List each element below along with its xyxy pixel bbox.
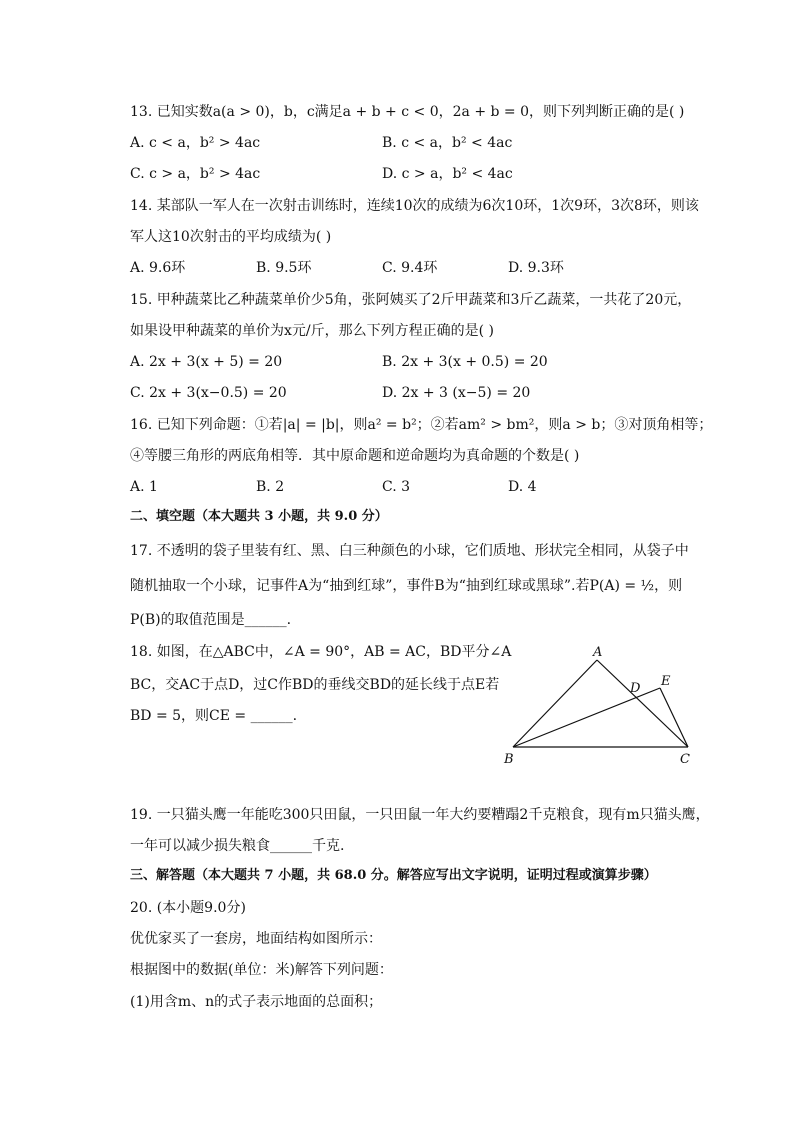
q20-line2: 优优家买了一套房，地面结构如图所示： — [130, 931, 382, 947]
q18-line3: BD = 5，则CE = ______. — [130, 708, 298, 724]
segment-be — [513, 688, 660, 747]
q14-option-c: C. 9.4环 — [382, 260, 438, 276]
segment-ab — [513, 660, 597, 747]
section-heading-fill-in: 二、填空题（本大题共 3 小题，共 9.0 分） — [130, 509, 388, 524]
q16-option-d: D. 4 — [508, 479, 537, 495]
q18-line2: BC，交AC于点D，过C作BD的垂线交BD的延长线于点E若 — [130, 677, 500, 693]
label-d: D — [630, 681, 641, 696]
q19-line1: 19. 一只猫头鹰一年能吃300只田鼠，一只田鼠一年大约要糟蹋2千克粮食，现有m只猫头鹰， — [130, 807, 710, 823]
segment-ce — [660, 688, 688, 747]
q20-line4: (1)用含m、n的式子表示地面的总面积； — [130, 994, 383, 1010]
q15-option-c: C. 2x + 3(x−0.5) = 20 — [130, 385, 287, 401]
q15-stem-line1: 15. 甲种蔬菜比乙种蔬菜单价少5角，张阿姨买了2斤甲蔬菜和3斤乙蔬菜，一共花了20元， — [130, 292, 692, 308]
q14-stem-line1: 14. 某部队一军人在一次射击训练时，连续10次的成绩为6次10环，1次9环，3次8环，则该 — [130, 198, 699, 214]
q16-option-c: C. 3 — [382, 479, 411, 495]
q17-line1: 17. 不透明的袋子里装有红、黑、白三种颜色的小球，它们质地、形状完全相同，从袋子中 — [130, 543, 689, 559]
q19-line2: 一年可以减少损失粮食______千克. — [130, 838, 345, 854]
q14-option-b: B. 9.5环 — [256, 260, 312, 276]
q15-option-a: A. 2x + 3(x + 5) = 20 — [130, 354, 283, 370]
q16-option-b: B. 2 — [256, 479, 285, 495]
q16-option-a: A. 1 — [130, 479, 158, 495]
q13-stem: 13. 已知实数a(a > 0)，b，c满足a + b + c < 0，2a + b = 0，则下列判断正确的是( ) — [130, 104, 685, 120]
q13-option-b: B. c < a，b² < 4ac — [382, 135, 513, 151]
q15-option-b: B. 2x + 3(x + 0.5) = 20 — [382, 354, 548, 370]
q18-line1: 18. 如图，在△ABC中，∠A = 90°，AB = AC，BD平分∠A — [130, 644, 512, 660]
q16-stem-line1: 16. 已知下列命题：①若|a| = |b|，则a² = b²；②若am² > bm²，则a > b；③对顶角相等； — [130, 417, 713, 433]
label-a: A — [593, 645, 603, 660]
q13-option-c: C. c > a，b² > 4ac — [130, 166, 261, 182]
q15-option-d: D. 2x + 3 (x−5) = 20 — [382, 385, 531, 401]
label-c: C — [680, 752, 690, 767]
q13-option-a: A. c < a，b² > 4ac — [130, 135, 261, 151]
q14-option-a: A. 9.6环 — [130, 260, 186, 276]
label-e: E — [661, 674, 671, 689]
q20-line3: 根据图中的数据(单位：米)解答下列问题： — [130, 962, 393, 978]
label-b: B — [504, 752, 514, 767]
segment-ac — [597, 660, 688, 747]
q17-line2: 随机抽取一个小球，记事件A为“抽到红球”，事件B为“抽到红球或黑球”.若P(A) = ½，则 — [130, 578, 683, 594]
triangle-figure — [500, 640, 730, 770]
q16-stem-line2: ④等腰三角形的两底角相等．其中原命题和逆命题均为真命题的个数是( ) — [130, 448, 580, 464]
q17-line3: P(B)的取值范围是______. — [130, 612, 292, 628]
q13-option-d: D. c > a，b² < 4ac — [382, 166, 513, 182]
q15-stem-line2: 如果设甲种蔬菜的单价为x元/斤，那么下列方程正确的是( ) — [130, 323, 494, 339]
q14-stem-line2: 军人这10次射击的平均成绩为( ) — [130, 229, 332, 245]
section-heading-solutions: 三、解答题（本大题共 7 小题，共 68.0 分。解答应写出文字说明，证明过程或演算步骤） — [130, 868, 657, 883]
q20-line1: 20. (本小题9.0分) — [130, 900, 246, 916]
q14-option-d: D. 9.3环 — [508, 260, 564, 276]
